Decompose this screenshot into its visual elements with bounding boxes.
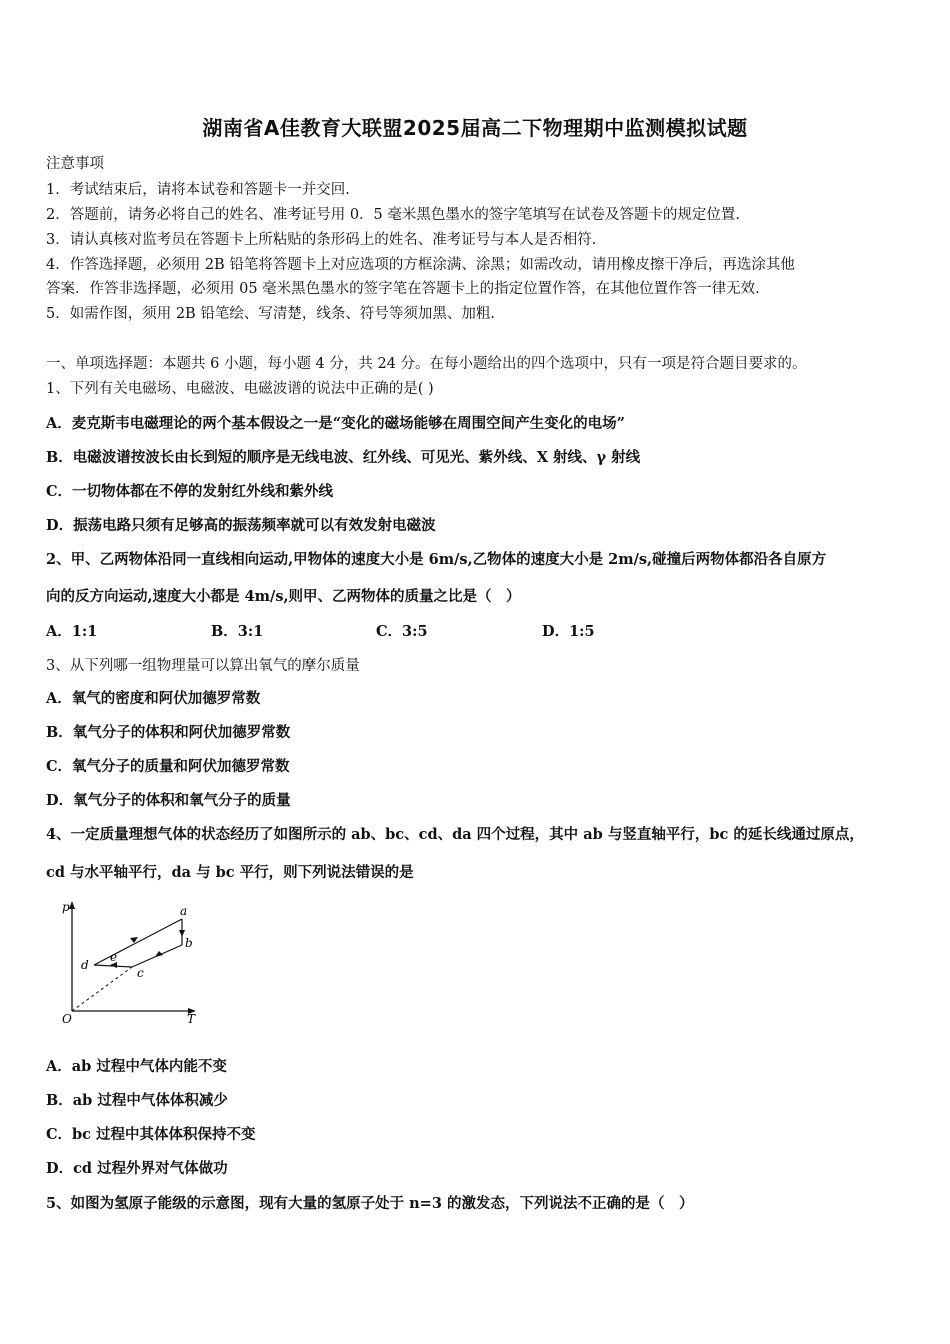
label-c: c xyxy=(137,966,144,980)
pt-diagram xyxy=(50,893,210,1028)
q4-stem-line1: 4、一定质量理想气体的状态经历了如图所示的 ab、bc、cd、da 四个过程，其中 ab 与竖直轴平行，bc 的延长线通过原点， xyxy=(46,826,864,843)
label-e: e xyxy=(110,950,118,964)
q3-option-c: C．氧气分子的质量和阿伏加德罗常数 xyxy=(46,758,290,775)
section-heading: 一、单项选择题：本题共 6 小题，每小题 4 分，共 24 分。在每小题给出的四个选项中，只有一项是符合题目要求的。 xyxy=(46,356,807,372)
label-d: d xyxy=(81,958,89,972)
q3-option-b: B．氧气分子的体积和阿伏加德罗常数 xyxy=(46,724,291,741)
exam-title: 湖南省A佳教育大联盟2025届高二下物理期中监测模拟试题 xyxy=(202,116,748,140)
q2-option-b: B．3:1 xyxy=(211,623,264,640)
label-p: p xyxy=(62,900,70,914)
notice-item-5: 5．如需作图，须用 2B 铅笔绘、写清楚，线条、符号等须加黑、加粗. xyxy=(46,306,495,322)
q2-option-c: C．3:5 xyxy=(376,623,428,640)
p-axis-arrow-icon xyxy=(69,901,75,909)
label-o: O xyxy=(62,1012,72,1026)
q1-option-c: C．一切物体都在不停的发射红外线和紫外线 xyxy=(46,483,334,500)
bc-extension-line xyxy=(72,967,132,1011)
q4-option-d: D．cd 过程外界对气体做功 xyxy=(46,1160,228,1177)
q2-option-a: A．1:1 xyxy=(46,623,98,640)
q1-option-d: D．振荡电路只须有足够高的振荡频率就可以有效发射电磁波 xyxy=(46,517,436,534)
q4-option-a: A．ab 过程中气体内能不变 xyxy=(46,1058,227,1075)
notice-item-1: 1．考试结束后，请将本试卷和答题卡一并交回. xyxy=(46,182,350,198)
notice-heading: 注意事项 xyxy=(46,156,104,172)
q3-option-d: D．氧气分子的体积和氧气分子的质量 xyxy=(46,792,291,809)
q5-stem: 5、如图为氢原子能级的示意图，现有大量的氢原子处于 n=3 的激发态，下列说法不正确的是（ ） xyxy=(46,1195,694,1212)
q4-stem-line2: cd 与水平轴平行，da 与 bc 平行，则下列说法错误的是 xyxy=(46,864,414,881)
q4-option-b: B．ab 过程中气体体积减少 xyxy=(46,1092,228,1109)
label-b: b xyxy=(185,936,193,950)
q2-option-d: D．1:5 xyxy=(542,623,595,640)
label-a: a xyxy=(180,904,188,918)
notice-item-3: 3．请认真核对监考员在答题卡上所粘贴的条形码上的姓名、准考证号与本人是否相符. xyxy=(46,232,597,248)
q3-stem: 3、从下列哪一组物理量可以算出氧气的摩尔质量 xyxy=(46,658,360,674)
q1-stem: 1、下列有关电磁场、电磁波、电磁波谱的说法中正确的是( ) xyxy=(46,381,434,397)
q3-option-a: A．氧气的密度和阿伏加德罗常数 xyxy=(46,690,261,707)
q1-option-a: A．麦克斯韦电磁理论的两个基本假设之一是“变化的磁场能够在周围空间产生变化的电场” xyxy=(46,415,625,432)
label-t: T xyxy=(187,1012,196,1026)
da-line xyxy=(94,919,182,965)
q2-stem-line2: 向的反方向运动,速度大小都是 4m/s,则甲、乙两物体的质量之比是（ ） xyxy=(46,588,521,605)
q1-option-b: B．电磁波谱按波长由长到短的顺序是无线电波、红外线、可见光、紫外线、X 射线、γ 射线 xyxy=(46,449,641,466)
q2-stem-line1: 2、甲、乙两物体沿同一直线相向运动,甲物体的速度大小是 6m/s,乙物体的速度大小是 2m/s,碰撞后两物体都沿各自原方 xyxy=(46,551,827,568)
notice-item-2: 2．答题前，请务必将自己的姓名、准考证号用 0．5 毫米黑色墨水的签字笔填写在试卷及答题卡的规定位置. xyxy=(46,207,740,223)
bc-arrow-icon xyxy=(155,951,163,957)
notice-item-4: 4．作答选择题，必须用 2B 铅笔将答题卡上对应选项的方框涂满、涂黑；如需改动，请用橡皮擦干净后，再选涂其他 xyxy=(46,257,795,273)
notice-item-4-cont: 答案．作答非选择题，必须用 05 毫米黑色墨水的签字笔在答题卡上的指定位置作答，在其他位置作答一律无效. xyxy=(46,281,760,297)
q4-option-c: C．bc 过程中其体体积保持不变 xyxy=(46,1126,256,1143)
